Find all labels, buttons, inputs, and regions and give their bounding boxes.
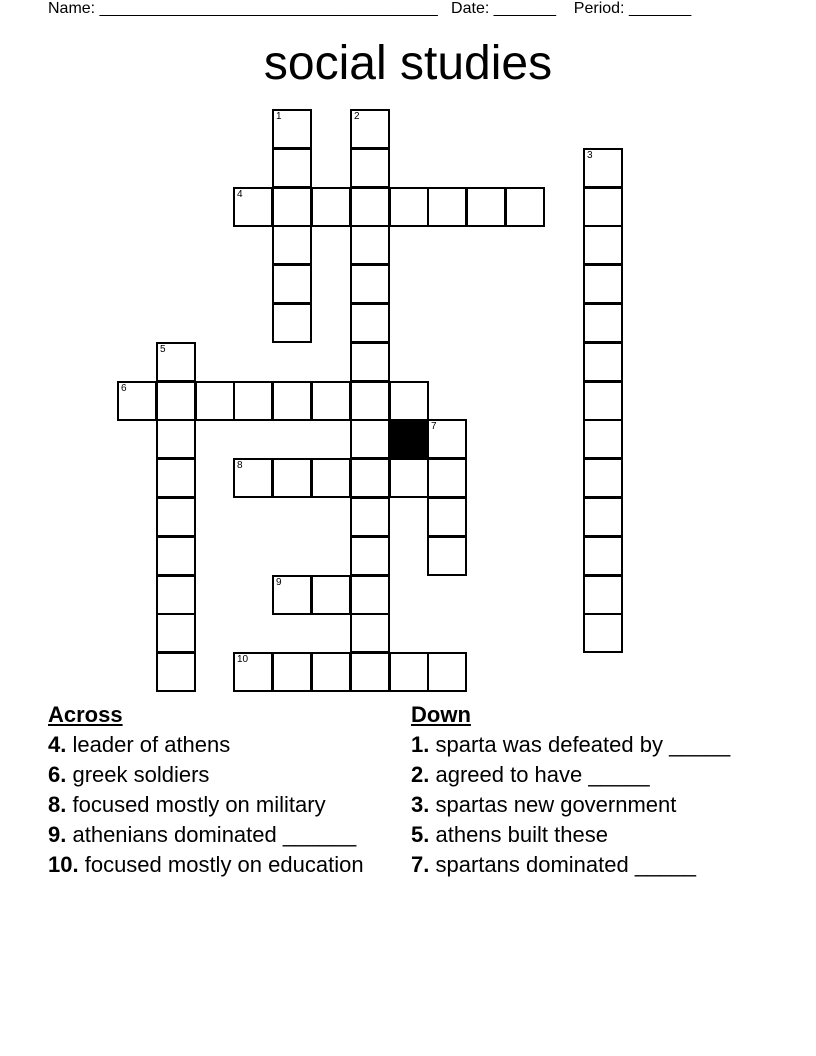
crossword-cell[interactable] xyxy=(389,458,429,498)
crossword-cell[interactable] xyxy=(272,381,312,421)
down-heading: Down xyxy=(411,702,471,727)
clue-text: agreed to have _____ xyxy=(435,762,650,787)
across-clue xyxy=(48,733,388,757)
clue-number: 5. xyxy=(411,822,430,847)
clue-number-label: 1 xyxy=(276,111,282,122)
crossword-cell[interactable] xyxy=(233,187,273,227)
down-clue xyxy=(411,793,771,817)
crossword-cell[interactable] xyxy=(350,419,390,459)
clue-text: greek soldiers xyxy=(72,762,210,787)
clue-number: 2. xyxy=(411,762,430,787)
page-title: social studies xyxy=(263,37,553,90)
clue-number: 1. xyxy=(411,732,430,757)
crossword-cell[interactable] xyxy=(272,303,312,343)
crossword-cell[interactable] xyxy=(350,187,390,227)
crossword-cell[interactable] xyxy=(350,536,390,576)
across-clues xyxy=(48,703,388,883)
crossword-cell[interactable] xyxy=(389,187,429,227)
crossword-cell[interactable] xyxy=(583,575,623,615)
crossword-cell[interactable] xyxy=(311,458,351,498)
crossword-cell[interactable] xyxy=(195,381,235,421)
clue-number: 6. xyxy=(48,762,67,787)
down-clue xyxy=(411,853,771,877)
crossword-cell[interactable] xyxy=(272,187,312,227)
crossword-cell[interactable] xyxy=(350,303,390,343)
crossword-cell[interactable] xyxy=(583,381,623,421)
across-clue xyxy=(48,823,388,847)
crossword-cell[interactable] xyxy=(272,148,312,188)
crossword-cell[interactable] xyxy=(583,187,623,227)
crossword-cell[interactable] xyxy=(350,264,390,304)
clue-number: 3. xyxy=(411,792,430,817)
crossword-cell[interactable] xyxy=(233,381,273,421)
across-clue xyxy=(48,853,388,877)
clue-text: athenians dominated ______ xyxy=(72,822,357,847)
crossword-cell[interactable] xyxy=(389,652,429,692)
black-square xyxy=(389,419,429,459)
crossword-cell[interactable] xyxy=(272,575,312,615)
crossword-cell[interactable] xyxy=(466,187,506,227)
crossword-cell[interactable] xyxy=(583,497,623,537)
clue-number: 8. xyxy=(48,792,67,817)
crossword-cell[interactable] xyxy=(583,303,623,343)
crossword-cell[interactable] xyxy=(583,342,623,382)
crossword-cell[interactable] xyxy=(350,381,390,421)
crossword-cell[interactable] xyxy=(156,652,196,692)
clue-number-label: 10 xyxy=(237,654,249,665)
name-date-period-line: Name: ______________________________________ Date: _______ Period: _______ xyxy=(48,0,692,17)
crossword-cell[interactable] xyxy=(156,575,196,615)
crossword-cell[interactable] xyxy=(311,187,351,227)
crossword-cell[interactable] xyxy=(350,458,390,498)
crossword-cell[interactable] xyxy=(156,458,196,498)
crossword-cell[interactable] xyxy=(311,575,351,615)
crossword-cell[interactable] xyxy=(156,613,196,653)
crossword-cell[interactable] xyxy=(583,148,623,188)
clue-number-label: 2 xyxy=(354,111,360,122)
crossword-cell[interactable] xyxy=(311,652,351,692)
crossword-cell[interactable] xyxy=(233,458,273,498)
clue-text: leader of athens xyxy=(72,732,231,757)
clue-number: 9. xyxy=(48,822,67,847)
across-clue xyxy=(48,763,388,787)
crossword-cell[interactable] xyxy=(427,652,467,692)
clue-number: 4. xyxy=(48,732,67,757)
crossword-cell[interactable] xyxy=(272,652,312,692)
crossword-cell[interactable] xyxy=(583,536,623,576)
crossword-cell[interactable] xyxy=(583,225,623,265)
crossword-cell[interactable] xyxy=(427,458,467,498)
crossword-cell[interactable] xyxy=(233,652,273,692)
crossword-cell[interactable] xyxy=(583,419,623,459)
clue-text: sparta was defeated by _____ xyxy=(435,732,731,757)
clue-text: spartans dominated _____ xyxy=(435,852,697,877)
clue-number-label: 4 xyxy=(237,189,243,200)
crossword-cell[interactable] xyxy=(583,458,623,498)
crossword-cell[interactable] xyxy=(156,419,196,459)
clue-number-label: 9 xyxy=(276,577,282,588)
crossword-cell[interactable] xyxy=(117,381,157,421)
crossword-cell[interactable] xyxy=(156,381,196,421)
crossword-cell[interactable] xyxy=(311,381,351,421)
crossword-cell[interactable] xyxy=(156,536,196,576)
crossword-cell[interactable] xyxy=(350,613,390,653)
crossword-cell[interactable] xyxy=(272,264,312,304)
clue-number: 10. xyxy=(48,852,79,877)
down-clue xyxy=(411,763,771,787)
crossword-cell[interactable] xyxy=(272,109,312,149)
crossword-cell[interactable] xyxy=(350,225,390,265)
down-clue xyxy=(411,733,771,757)
crossword-cell[interactable] xyxy=(427,187,467,227)
crossword-cell[interactable] xyxy=(350,148,390,188)
crossword-cell[interactable] xyxy=(350,109,390,149)
crossword-cell[interactable] xyxy=(583,613,623,653)
clue-text: spartas new government xyxy=(435,792,677,817)
clue-number: 7. xyxy=(411,852,430,877)
across-heading: Across xyxy=(48,702,123,727)
clue-number-label: 7 xyxy=(431,421,437,432)
crossword-cell[interactable] xyxy=(427,497,467,537)
clue-number-label: 3 xyxy=(587,150,593,161)
crossword-cell[interactable] xyxy=(427,419,467,459)
crossword-cell[interactable] xyxy=(156,497,196,537)
crossword-cell[interactable] xyxy=(350,342,390,382)
crossword-cell[interactable] xyxy=(389,381,429,421)
crossword-cell[interactable] xyxy=(156,342,196,382)
crossword-cell[interactable] xyxy=(350,652,390,692)
clue-number-label: 8 xyxy=(237,460,243,471)
clue-text: athens built these xyxy=(435,822,608,847)
crossword-cell[interactable] xyxy=(505,187,545,227)
clue-text: focused mostly on military xyxy=(72,792,326,817)
crossword-cell[interactable] xyxy=(272,458,312,498)
crossword-cell[interactable] xyxy=(350,575,390,615)
clue-number-label: 6 xyxy=(121,383,127,394)
crossword-cell[interactable] xyxy=(583,264,623,304)
down-clue xyxy=(411,823,771,847)
clue-text: focused mostly on education xyxy=(84,852,364,877)
crossword-cell[interactable] xyxy=(427,536,467,576)
clue-number-label: 5 xyxy=(160,344,166,355)
crossword-cell[interactable] xyxy=(350,497,390,537)
across-clue xyxy=(48,793,388,817)
crossword-cell[interactable] xyxy=(272,225,312,265)
down-clues xyxy=(411,703,771,883)
